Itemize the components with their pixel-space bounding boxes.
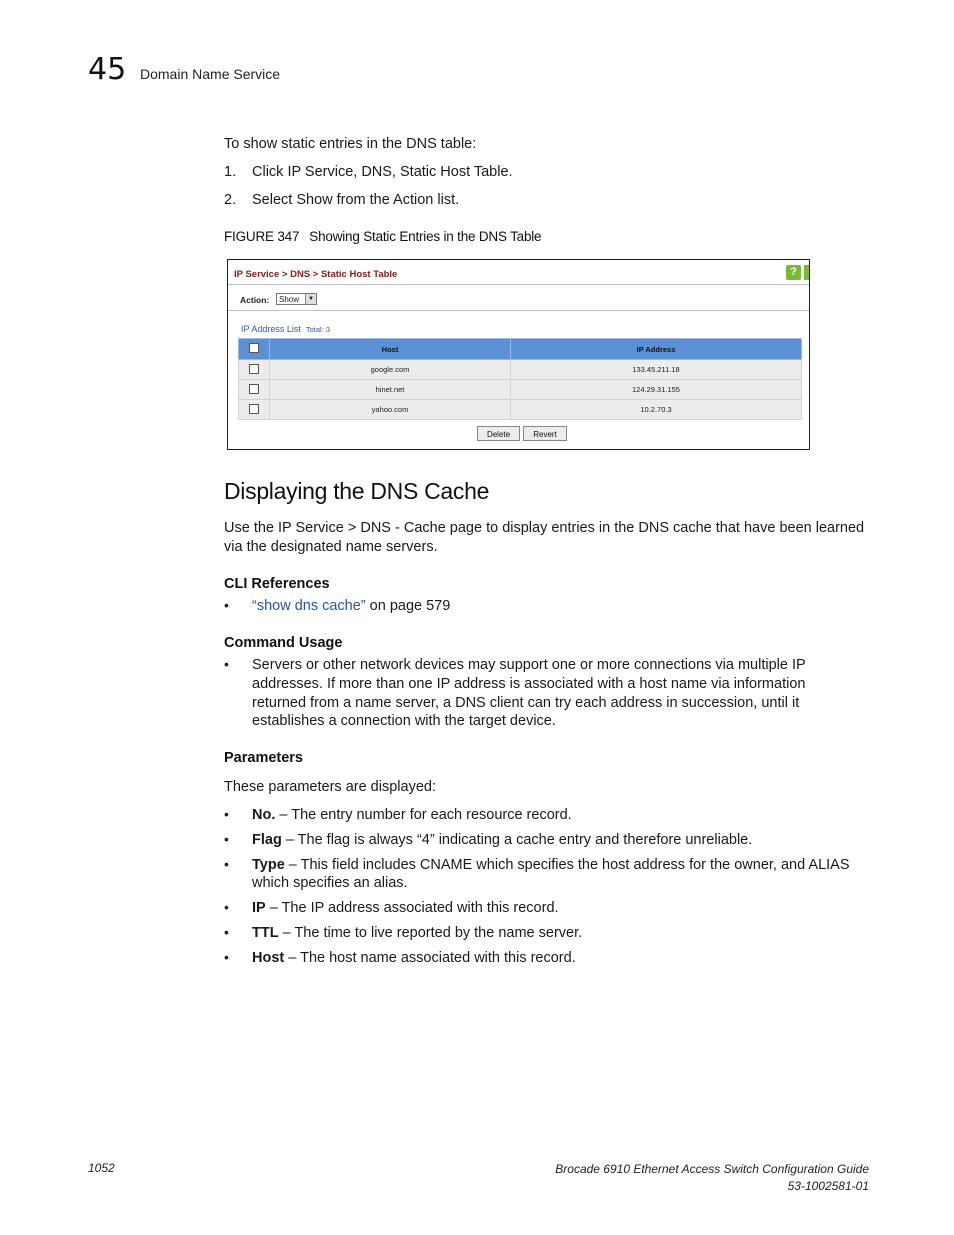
step-1-text: Click IP Service, DNS, Static Host Table. — [252, 164, 513, 180]
param-term: Type — [252, 857, 285, 873]
delete-button[interactable]: Delete — [477, 426, 520, 441]
usage-line-2: addresses. If more than one IP address is associated with a host name via information — [252, 676, 806, 692]
cli-references-heading: CLI References — [224, 576, 330, 592]
bullet-icon: • — [224, 899, 229, 915]
divider — [228, 284, 809, 285]
help-icon-edge — [804, 265, 809, 280]
row-select-cell — [239, 360, 270, 380]
ip-cell: 124.29.31.155 — [511, 380, 802, 400]
param-term: IP — [252, 900, 266, 916]
row-checkbox[interactable] — [249, 364, 259, 374]
chevron-down-icon[interactable]: ▼ — [305, 294, 316, 304]
list-total: Total: 3 — [305, 325, 331, 334]
host-cell: yahoo.com — [270, 400, 511, 420]
param-desc: – The IP address associated with this record. — [265, 900, 559, 916]
param-term: Flag — [252, 832, 282, 848]
action-select-value: Show — [279, 295, 300, 304]
step-1-number: 1. — [224, 164, 237, 180]
help-icon[interactable]: ? — [786, 265, 801, 280]
ip-cell: 10.2.70.3 — [511, 400, 802, 420]
footer-doc-title: Brocade 6910 Ethernet Access Switch Configuration Guide — [555, 1162, 869, 1176]
bullet-icon: • — [224, 656, 229, 672]
step-2-number: 2. — [224, 192, 237, 208]
breadcrumb: IP Service > DNS > Static Host Table — [234, 269, 398, 280]
host-table — [238, 338, 802, 420]
row-checkbox[interactable] — [249, 384, 259, 394]
section-description-line-2: via the designated name servers. — [224, 539, 438, 555]
cli-reference-link[interactable]: “show dns cache” — [252, 598, 366, 614]
footer-doc-info — [555, 1161, 869, 1195]
bullet-icon: • — [224, 949, 229, 965]
bullet-icon: • — [224, 856, 229, 872]
cli-reference-suffix: on page 579 — [365, 598, 451, 614]
param-desc: – The flag is always “4” indicating a cache entry and therefore unreliable. — [281, 832, 753, 848]
parameters-heading: Parameters — [224, 750, 303, 766]
parameters-lead: These parameters are displayed: — [224, 779, 436, 795]
table-row — [239, 380, 802, 400]
section-description-line-1: Use the IP Service > DNS - Cache page to display entries in the DNS cache that have been learned — [224, 520, 865, 536]
ip-cell: 133.45.211.18 — [511, 360, 802, 380]
host-cell: google.com — [270, 360, 511, 380]
param-item — [252, 806, 572, 825]
action-label: Action: — [240, 295, 270, 305]
param-desc: – The time to live reported by the name server. — [278, 925, 583, 941]
figure-label: FIGURE 347 — [224, 229, 300, 244]
param-term: TTL — [252, 925, 279, 941]
row-select-cell — [239, 380, 270, 400]
list-title — [241, 324, 330, 334]
param-term: Host — [252, 950, 285, 966]
param-desc: – The entry number for each resource record. — [275, 807, 572, 823]
action-select[interactable] — [276, 293, 317, 305]
bullet-icon: • — [224, 597, 229, 613]
revert-button[interactable]: Revert — [523, 426, 567, 441]
figure-caption — [224, 229, 541, 244]
usage-line-1: Servers or other network devices may support one or more connections via multiple IP — [252, 657, 806, 673]
divider — [228, 310, 809, 311]
page-number: 1052 — [88, 1161, 115, 1175]
column-host: Host — [270, 339, 511, 360]
param-term: No. — [252, 807, 276, 823]
chapter-title: Domain Name Service — [140, 66, 281, 82]
bullet-icon: • — [224, 831, 229, 847]
param-item — [252, 899, 559, 918]
usage-line-3: returned from a name server, a DNS client can try each address in succession, until it — [252, 695, 800, 711]
step-2-text: Select Show from the Action list. — [252, 192, 460, 208]
row-checkbox[interactable] — [249, 404, 259, 414]
bullet-icon: • — [224, 924, 229, 940]
column-ip-address: IP Address — [511, 339, 802, 360]
select-all-cell — [239, 339, 270, 360]
figure-screenshot — [227, 259, 810, 450]
chapter-number: 45 — [88, 52, 127, 87]
param-desc: – The host name associated with this record. — [284, 950, 576, 966]
param-item — [252, 949, 576, 968]
table-header-row — [239, 339, 802, 360]
param-item — [252, 924, 582, 943]
figure-caption-text: Showing Static Entries in the DNS Table — [309, 229, 542, 244]
select-all-checkbox[interactable] — [249, 343, 259, 353]
usage-line-4: establishes a connection with the target device. — [252, 713, 556, 729]
footer-doc-number: 53-1002581-01 — [787, 1179, 869, 1193]
param-item — [252, 856, 850, 875]
row-select-cell — [239, 400, 270, 420]
section-title: Displaying the DNS Cache — [224, 478, 490, 504]
list-title-text: IP Address List — [241, 324, 301, 334]
table-row — [239, 400, 802, 420]
command-usage-heading: Command Usage — [224, 635, 343, 651]
intro-lead: To show static entries in the DNS table: — [224, 136, 477, 152]
cli-reference-item — [252, 597, 450, 616]
host-cell: hinet.net — [270, 380, 511, 400]
param-desc-continued: which specifies an alias. — [252, 875, 408, 891]
bullet-icon: • — [224, 806, 229, 822]
param-desc: – This field includes CNAME which specifies the host address for the owner, and ALIAS — [284, 857, 850, 873]
table-row — [239, 360, 802, 380]
param-item — [252, 831, 752, 850]
